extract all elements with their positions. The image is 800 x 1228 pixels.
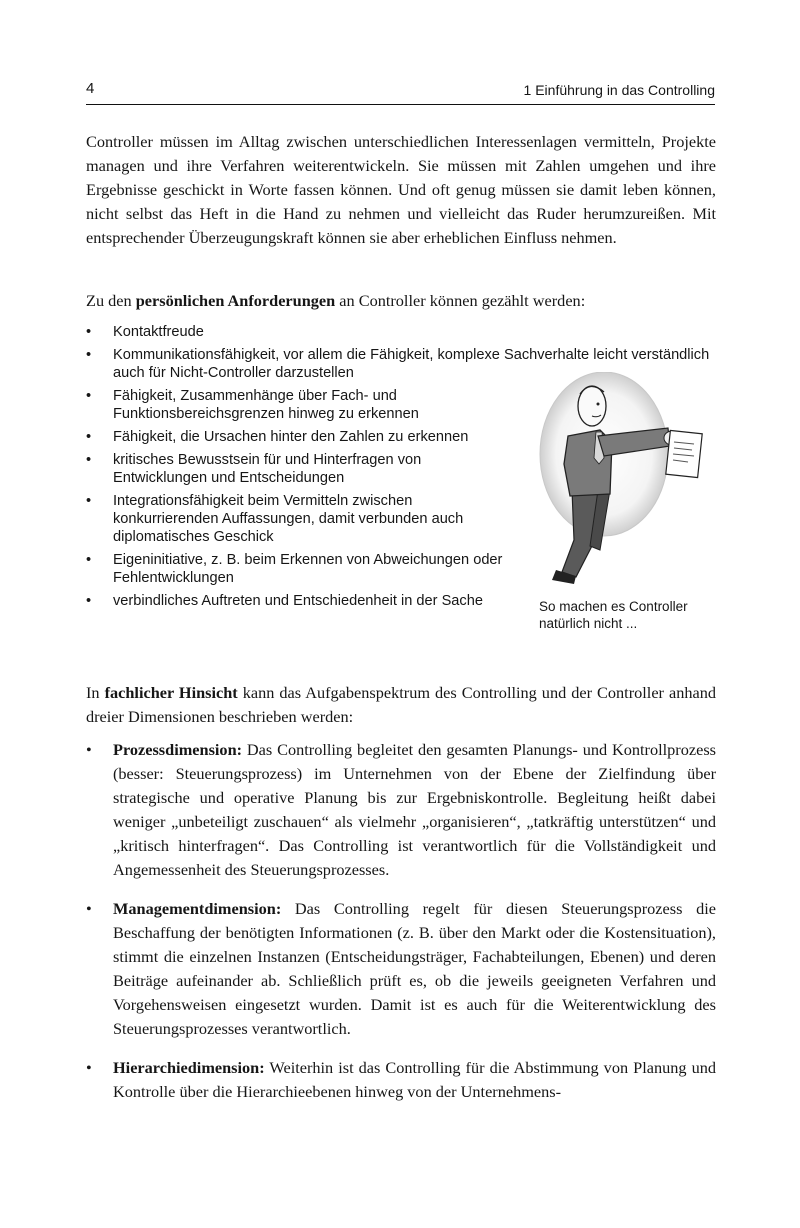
bullet: •	[86, 1058, 92, 1077]
list-item	[86, 738, 716, 882]
chapter-title: 1 Einführung in das Controlling	[523, 82, 715, 98]
dimension-text: Weiterhin ist das Controlling für die Abstimmung von Planung und Kontrolle über die Hierarchieebenen hinweg von der Unternehmens-	[113, 1058, 716, 1101]
list-item-text: Kontaktfreude	[113, 324, 204, 340]
bullet: •	[86, 347, 92, 363]
dimensions-intro	[86, 681, 716, 729]
bullet: •	[86, 493, 92, 509]
dimension-text: Das Controlling begleitet den gesamten Planungs- und Kontrollprozess (besser: Steuerungsprozess) im Unternehmen von der Ebene der Zielfindung über strategische und operative Planung bis zur Ergebniskontrolle. Begleitung heißt dabei weniger „unbeteiligt zuschauen“ als vielmehr „organisieren“, „tatkräftig unterstützen“ und „kritisch hinterfragen“. Das Controlling ist verantwortlich für die Vollständigkeit und Angemessenheit des Steuerungsprozesses.	[113, 740, 716, 879]
dimensions-intro-bold: fachlicher Hinsicht	[104, 683, 238, 702]
list-item-text: Kommunikationsfähigkeit, vor allem die Fähigkeit, komplexe Sachverhalte leicht verständlich auch für Nicht-Controller darzustellen	[113, 347, 710, 381]
list-item-text: verbindliches Auftreten und Entschiedenheit in der Sache	[113, 593, 483, 609]
dimensions-intro-after: kann das Aufgabenspektrum des Controlling und der Controller anhand dreier Dimensionen beschrieben werden:	[86, 683, 716, 726]
dimension-term: Hierarchiedimension:	[113, 1058, 265, 1077]
intro-paragraph: Controller müssen im Alltag zwischen unterschiedlichen Interessenlagen vermitteln, Projekte managen und ihre Verfahren weiterentwickeln. Sie müssen mit Zahlen umgehen und ihre Ergebnisse geschickt in Worte fassen können. Und oft genug müssen sie damit leben können, nicht selbst das Heft in die Hand zu nehmen und vielleicht das Ruder herumzureißen. Mit entsprechender Überzeugungskraft können sie aber erheblichen Einfluss nehmen.	[86, 132, 716, 247]
page-number: 4	[86, 80, 95, 97]
requirements-intro-after: an Controller können gezählt werden:	[335, 291, 586, 310]
requirements-intro	[86, 289, 716, 313]
dimension-term: Prozessdimension:	[113, 740, 243, 759]
list-item-text	[113, 738, 716, 882]
bullet: •	[86, 452, 92, 468]
bullet: •	[86, 740, 92, 759]
dimensions-list	[86, 738, 716, 1119]
list-item-text	[113, 897, 716, 1041]
list-item	[86, 897, 716, 1041]
controller-cartoon-illustration	[528, 372, 718, 597]
dimension-text: Das Controlling regelt für diesen Steuerungsprozess die Beschaffung der benötigten Informationen (z. B. über den Markt oder die Kostensituation), stimmt die einzelnen Instanzen (Entscheidungsträger, Fachabteilungen, Ebenen) und deren Beiträge aufeinander ab. Schließlich prüft es, ob die jeweils geeigneten Verfahren und Vorgehensweisen eingesetzt wurden. Damit ist es auch für die Weiterentwicklung des Steuerungsprozesses verantwortlich.	[113, 899, 716, 1038]
bullet: •	[86, 429, 92, 445]
bullet: •	[86, 899, 92, 918]
list-item-text: Fähigkeit, Zusammenhänge über Fach- und Funktionsbereichsgrenzen hinweg zu erkennen	[113, 388, 419, 422]
list-item-text: kritisches Bewusstsein für und Hinterfragen von Entwicklungen und Entscheidungen	[113, 452, 422, 486]
list-item-text	[113, 1056, 716, 1104]
list-item-text: Integrationsfähigkeit beim Vermitteln zwischen konkurrierenden Auffassungen, damit verbunden auch diplomatisches Geschick	[113, 493, 464, 545]
list-item-text: Fähigkeit, die Ursachen hinter den Zahlen zu erkennen	[113, 429, 469, 445]
figure-caption: So machen es Controller natürlich nicht ...	[539, 599, 688, 631]
dimension-term: Managementdimension:	[113, 899, 282, 918]
bullet: •	[86, 324, 92, 340]
requirements-intro-before: Zu den	[86, 291, 136, 310]
list-item	[86, 1056, 716, 1104]
requirements-intro-bold: persönlichen Anforderungen	[135, 291, 336, 310]
bullet: •	[86, 593, 92, 609]
document-sheet	[666, 430, 702, 477]
bullet: •	[86, 552, 92, 568]
header-rule	[86, 104, 715, 105]
bullet: •	[86, 388, 92, 404]
dimensions-intro-before: In	[86, 683, 105, 702]
list-item	[86, 323, 726, 341]
list-item-text: Eigeninitiative, z. B. beim Erkennen von Abweichungen oder Fehlentwicklungen	[113, 552, 503, 586]
